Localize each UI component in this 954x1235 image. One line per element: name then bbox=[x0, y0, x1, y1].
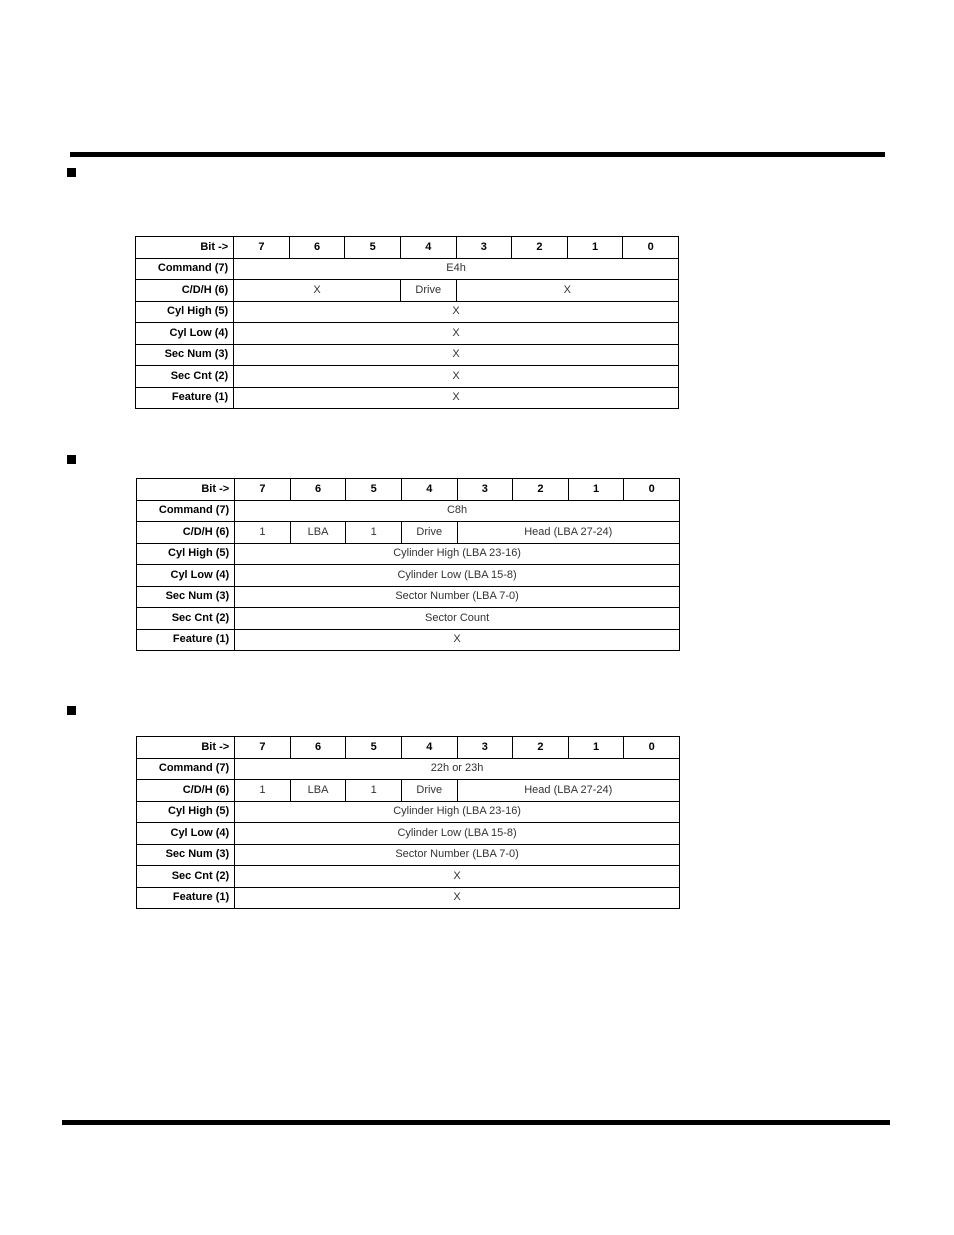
command-row bbox=[137, 500, 680, 522]
bit-1: 1 bbox=[568, 737, 624, 759]
bit-1: 1 bbox=[568, 479, 624, 501]
cdh-bit-6: LBA bbox=[290, 780, 346, 802]
sec-cnt-row bbox=[137, 866, 680, 888]
cdh-drive: Drive bbox=[400, 280, 456, 302]
cdh-bit-7: 1 bbox=[235, 522, 291, 544]
command-row bbox=[137, 758, 680, 780]
sec-num-label: Sec Num (3) bbox=[136, 344, 234, 366]
cdh-drive: Drive bbox=[401, 522, 457, 544]
cyl-low-row bbox=[137, 565, 680, 587]
bit-header-row bbox=[137, 479, 680, 501]
section-bullet-1 bbox=[67, 168, 76, 177]
sec-cnt-row bbox=[137, 608, 680, 630]
feature-label: Feature (1) bbox=[137, 629, 235, 651]
cyl-low-label: Cyl Low (4) bbox=[137, 823, 235, 845]
register-table-3 bbox=[136, 736, 680, 909]
cdh-bit-5: 1 bbox=[346, 780, 402, 802]
bit-0: 0 bbox=[624, 737, 680, 759]
command-value: 22h or 23h bbox=[235, 758, 680, 780]
feature-row bbox=[136, 387, 679, 409]
feature-value: X bbox=[235, 629, 680, 651]
bit-header-label: Bit -> bbox=[137, 479, 235, 501]
cyl-high-value: Cylinder High (LBA 23-16) bbox=[235, 801, 680, 823]
feature-row bbox=[137, 629, 680, 651]
register-table-1 bbox=[135, 236, 679, 409]
cdh-head: Head (LBA 27-24) bbox=[457, 780, 679, 802]
bit-7: 7 bbox=[235, 479, 291, 501]
cdh-bit-5: 1 bbox=[346, 522, 402, 544]
sec-cnt-value: X bbox=[234, 366, 679, 388]
command-value: C8h bbox=[235, 500, 680, 522]
command-label: Command (7) bbox=[137, 758, 235, 780]
sec-cnt-label: Sec Cnt (2) bbox=[137, 608, 235, 630]
cyl-low-label: Cyl Low (4) bbox=[136, 323, 234, 345]
cdh-label: C/D/H (6) bbox=[137, 780, 235, 802]
cyl-high-row bbox=[136, 301, 679, 323]
cdh-bit-6: LBA bbox=[290, 522, 346, 544]
sec-cnt-value: X bbox=[235, 866, 680, 888]
sec-cnt-label: Sec Cnt (2) bbox=[136, 366, 234, 388]
bit-5: 5 bbox=[345, 237, 401, 259]
bit-7: 7 bbox=[235, 737, 291, 759]
bit-4: 4 bbox=[400, 237, 456, 259]
cdh-row bbox=[136, 280, 679, 302]
bit-header-row bbox=[136, 237, 679, 259]
top-rule bbox=[70, 152, 885, 157]
bit-6: 6 bbox=[289, 237, 345, 259]
cyl-low-label: Cyl Low (4) bbox=[137, 565, 235, 587]
sec-num-value: Sector Number (LBA 7-0) bbox=[235, 844, 680, 866]
cyl-low-value: Cylinder Low (LBA 15-8) bbox=[235, 823, 680, 845]
bit-2: 2 bbox=[513, 479, 569, 501]
command-value: E4h bbox=[234, 258, 679, 280]
section-bullet-2 bbox=[67, 455, 76, 464]
cyl-low-value: Cylinder Low (LBA 15-8) bbox=[235, 565, 680, 587]
bit-3: 3 bbox=[457, 479, 513, 501]
cdh-head: Head (LBA 27-24) bbox=[457, 522, 679, 544]
cyl-high-row bbox=[137, 543, 680, 565]
sec-cnt-value: Sector Count bbox=[235, 608, 680, 630]
bit-header-row bbox=[137, 737, 680, 759]
feature-row bbox=[137, 887, 680, 909]
sec-num-value: X bbox=[234, 344, 679, 366]
bit-3: 3 bbox=[456, 237, 512, 259]
bit-5: 5 bbox=[346, 737, 402, 759]
cyl-high-label: Cyl High (5) bbox=[136, 301, 234, 323]
bit-5: 5 bbox=[346, 479, 402, 501]
bottom-rule bbox=[62, 1120, 890, 1125]
cdh-label: C/D/H (6) bbox=[137, 522, 235, 544]
cyl-low-value: X bbox=[234, 323, 679, 345]
bit-0: 0 bbox=[623, 237, 679, 259]
cyl-low-row bbox=[137, 823, 680, 845]
command-row bbox=[136, 258, 679, 280]
cdh-lower-bits: X bbox=[456, 280, 678, 302]
bit-1: 1 bbox=[567, 237, 623, 259]
feature-value: X bbox=[235, 887, 680, 909]
sec-num-label: Sec Num (3) bbox=[137, 586, 235, 608]
bit-6: 6 bbox=[290, 479, 346, 501]
cyl-high-row bbox=[137, 801, 680, 823]
bit-2: 2 bbox=[512, 237, 568, 259]
command-label: Command (7) bbox=[136, 258, 234, 280]
cyl-high-label: Cyl High (5) bbox=[137, 801, 235, 823]
bit-4: 4 bbox=[401, 479, 457, 501]
cdh-bit-7: 1 bbox=[235, 780, 291, 802]
feature-value: X bbox=[234, 387, 679, 409]
command-label: Command (7) bbox=[137, 500, 235, 522]
register-table-2 bbox=[136, 478, 680, 651]
bit-header-label: Bit -> bbox=[136, 237, 234, 259]
bit-2: 2 bbox=[513, 737, 569, 759]
cdh-upper-bits: X bbox=[234, 280, 401, 302]
cdh-row bbox=[137, 780, 680, 802]
cyl-low-row bbox=[136, 323, 679, 345]
sec-cnt-row bbox=[136, 366, 679, 388]
sec-cnt-label: Sec Cnt (2) bbox=[137, 866, 235, 888]
bit-0: 0 bbox=[624, 479, 680, 501]
cdh-row bbox=[137, 522, 680, 544]
cyl-high-label: Cyl High (5) bbox=[137, 543, 235, 565]
cyl-high-value: X bbox=[234, 301, 679, 323]
bit-header-label: Bit -> bbox=[137, 737, 235, 759]
cdh-label: C/D/H (6) bbox=[136, 280, 234, 302]
sec-num-row bbox=[136, 344, 679, 366]
cdh-drive: Drive bbox=[401, 780, 457, 802]
section-bullet-3 bbox=[67, 706, 76, 715]
sec-num-label: Sec Num (3) bbox=[137, 844, 235, 866]
bit-7: 7 bbox=[234, 237, 290, 259]
bit-6: 6 bbox=[290, 737, 346, 759]
sec-num-row bbox=[137, 844, 680, 866]
cyl-high-value: Cylinder High (LBA 23-16) bbox=[235, 543, 680, 565]
bit-3: 3 bbox=[457, 737, 513, 759]
sec-num-value: Sector Number (LBA 7-0) bbox=[235, 586, 680, 608]
sec-num-row bbox=[137, 586, 680, 608]
feature-label: Feature (1) bbox=[136, 387, 234, 409]
bit-4: 4 bbox=[401, 737, 457, 759]
feature-label: Feature (1) bbox=[137, 887, 235, 909]
